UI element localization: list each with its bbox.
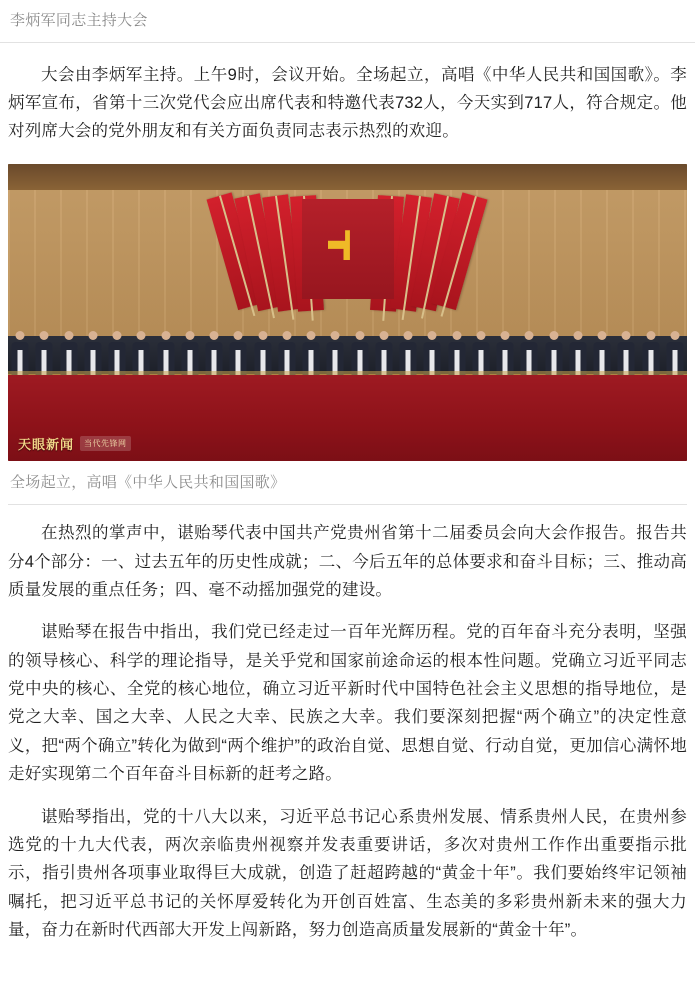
hall-ceiling: [8, 164, 687, 191]
paragraph: 谌贻琴在报告中指出，我们党已经走过一百年光辉历程。党的百年奋斗充分表明，坚强的领导核心、科学的理论指导，是关乎党和国家前途命运的根本性问题。党确立习近平同志党中央的核心、全党的核心地位，确立习近平新时代中国特色社会主义思想的指导地位，是党之大幸、国之大幸、人民之大幸、民族之大幸。我们要深刻把握“两个确立”的决定性意义，把“两个确立”转化为做到“两个维护”的政治自觉、思想自觉、行动自觉，更加信心满怀地走好实现第二个百年奋斗目标新的赶考之路。: [8, 623, 687, 784]
photo-watermark: [18, 434, 131, 453]
party-emblem-panel: [302, 199, 394, 299]
watermark-sub-label: 当代先锋网: [80, 436, 131, 451]
paragraph: 在热烈的掌声中，谌贻琴代表中国共产党贵州省第十二届委员会向大会作报告。报告共分4个部分：一、过去五年的历史性成就；二、今后五年的总体要求和奋斗目标；三、推动高质量发展的重点任务；四、毫不动摇加强党的建设。: [8, 524, 687, 599]
figure-meeting-photo: [8, 164, 687, 506]
article-body-top: [0, 43, 695, 146]
top-caption: 李炳军同志主持大会: [0, 0, 695, 43]
paragraph: 大会由李炳军主持。上午9时，会议开始。全场起立，高唱《中华人民共和国国歌》。李炳军宣布，省第十三次党代会应出席代表和特邀代表732人，今天实到717人，符合规定。他对列席大会的党外朋友和有关方面负责同志表示热烈的欢迎。: [8, 65, 687, 141]
article-body-bottom: [0, 505, 695, 944]
hammer-sickle-emblem-icon: [328, 230, 368, 260]
paragraph: 谌贻琴指出，党的十八大以来，习近平总书记心系贵州发展、情系贵州人民，在贵州参选党的十九大代表，两次亲临贵州视察并发表重要讲话，多次对贵州工作作出重要指示批示，指引贵州各项事业取得巨大成就，创造了赶超跨越的“黄金十年”。我们要始终牢记领袖嘱托，把习近平总书记的关怀厚爱转化为开创百姓富、生态美的多彩贵州新未来的强大力量，奋力在新时代西部大开发上闯新路，努力创造高质量发展新的“黄金十年”。: [8, 807, 687, 939]
watermark-main-label: 天眼新闻: [18, 436, 75, 452]
figure-caption: 全场起立，高唱《中华人民共和国国歌》: [8, 461, 687, 506]
photo-image: [8, 164, 687, 461]
